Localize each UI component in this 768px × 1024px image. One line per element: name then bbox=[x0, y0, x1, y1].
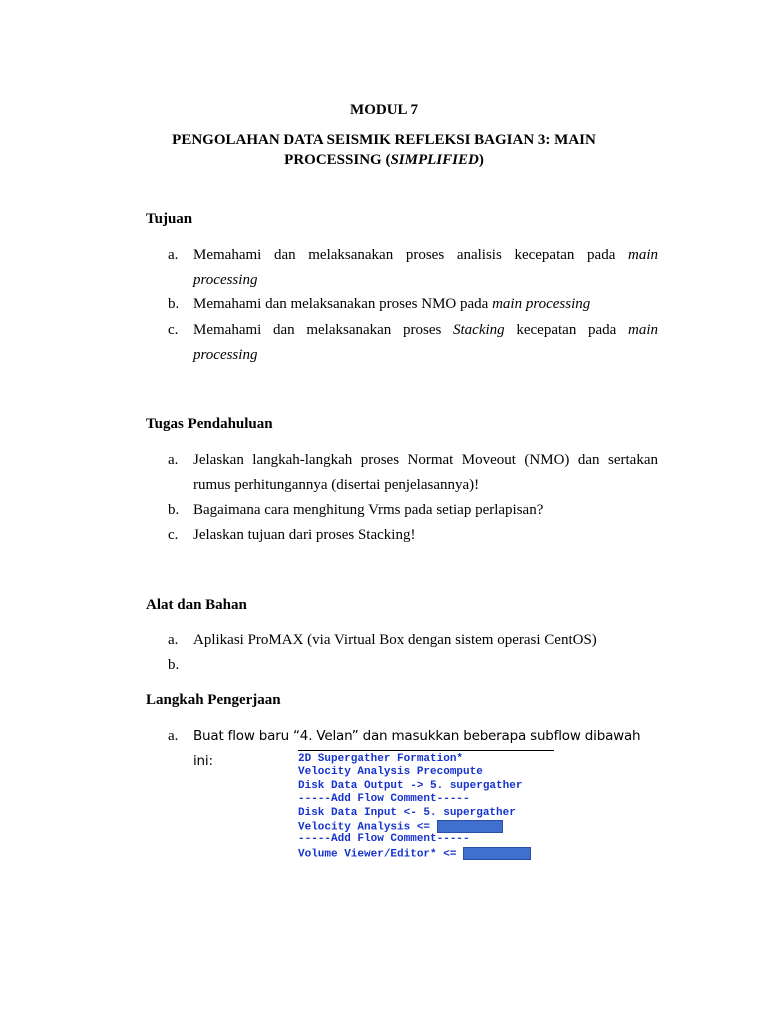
list-item-text: Jelaskan tujuan dari proses Stacking! bbox=[193, 527, 416, 543]
section-heading-tujuan: Tujuan bbox=[146, 211, 193, 227]
list-item-line bbox=[193, 268, 658, 293]
flow-item: Volume Viewer/Editor* <= bbox=[298, 848, 457, 861]
list-item bbox=[168, 243, 658, 293]
list-item-italic: Stacking bbox=[453, 322, 505, 338]
section-heading-tugas: Tugas Pendahuluan bbox=[146, 416, 273, 432]
list-marker: b. bbox=[168, 502, 180, 518]
list-item-italic: main bbox=[628, 247, 658, 263]
list-item-line bbox=[193, 243, 658, 268]
flow-list-screenshot bbox=[298, 750, 554, 860]
module-title bbox=[0, 130, 768, 170]
section-heading-alat: Alat dan Bahan bbox=[146, 597, 247, 613]
flow-item: 2D Supergather Formation* bbox=[298, 753, 464, 765]
module-number: MODUL 7 bbox=[350, 102, 418, 118]
list-item-line: rumus perhitungannya (disertai penjelasannya)! bbox=[193, 477, 480, 493]
list-item bbox=[168, 628, 658, 653]
list-item-line bbox=[193, 292, 658, 317]
list-item-text: Bagaimana cara menghitung Vrms pada setiap perlapisan? bbox=[193, 502, 544, 518]
list-marker: c. bbox=[168, 527, 179, 543]
flow-item-row bbox=[298, 847, 554, 860]
list-item-text: Buat flow baru “4. Velan” dan masukkan beberapa subflow dibawah ini: bbox=[193, 728, 641, 769]
list-item bbox=[168, 498, 658, 523]
list-item bbox=[168, 523, 658, 548]
title-line-1: PENGOLAHAN DATA SEISMIK REFLEKSI BAGIAN 3: MAIN bbox=[172, 132, 596, 148]
list-marker: a. bbox=[168, 728, 179, 744]
redaction-box bbox=[463, 847, 531, 860]
list-marker: a. bbox=[168, 632, 179, 648]
list-item-text: Memahami dan melaksanakan proses NMO pada bbox=[193, 296, 493, 312]
list-item-text: Memahami dan melaksanakan proses bbox=[193, 322, 454, 338]
flow-item: Disk Data Input <- 5. supergather bbox=[298, 806, 516, 819]
list-marker: b. bbox=[168, 657, 180, 673]
flow-comment: -----Add Flow Comment----- bbox=[298, 833, 470, 846]
list-item bbox=[168, 292, 658, 317]
flow-comment: -----Add Flow Comment----- bbox=[298, 793, 470, 806]
title-line-2-italic: SIMPLIFIED bbox=[390, 152, 479, 168]
list-item-text: kecepatan pada bbox=[504, 322, 628, 338]
redaction-box bbox=[437, 820, 503, 833]
list-marker: b. bbox=[168, 296, 180, 312]
list-item-line bbox=[193, 343, 658, 368]
section-heading-langkah: Langkah Pengerjaan bbox=[146, 692, 281, 708]
list-item-italic: main processing bbox=[492, 296, 591, 312]
title-line-2-suffix: ) bbox=[478, 152, 484, 168]
list-item-text: Aplikasi ProMAX (via Virtual Box dengan sistem operasi CentOS) bbox=[193, 632, 597, 648]
list-item bbox=[168, 318, 658, 368]
list-item-italic: main bbox=[628, 322, 658, 338]
list-marker: a. bbox=[168, 452, 179, 468]
list-item bbox=[168, 448, 658, 498]
flow-item: Velocity Analysis Precompute bbox=[298, 766, 483, 779]
list-marker: a. bbox=[168, 247, 179, 263]
flow-item: Velocity Analysis <= bbox=[298, 821, 431, 834]
list-item-italic: processing bbox=[193, 347, 258, 363]
title-line-2-prefix: PROCESSING ( bbox=[284, 152, 391, 168]
list-item-line bbox=[193, 318, 658, 343]
flow-item: Disk Data Output -> 5. supergather bbox=[298, 779, 523, 792]
list-item-line: Jelaskan langkah-langkah proses Normat Moveout (NMO) dan sertakan bbox=[193, 452, 658, 468]
list-marker: c. bbox=[168, 322, 179, 338]
flow-item-row bbox=[298, 820, 554, 833]
list-item-text: Memahami dan melaksanakan proses analisis kecepatan pada bbox=[193, 247, 628, 263]
list-item-italic: processing bbox=[193, 272, 258, 288]
